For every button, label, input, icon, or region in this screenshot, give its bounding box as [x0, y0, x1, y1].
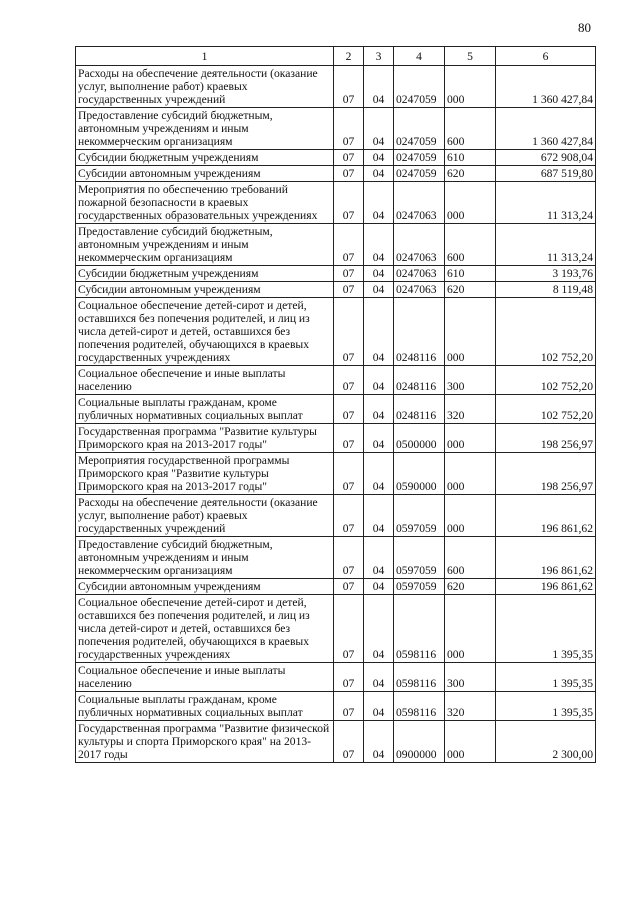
row-section: 07: [334, 366, 364, 395]
row-expense-type: 600: [445, 224, 496, 266]
row-section: 07: [334, 692, 364, 721]
row-expense-type: 000: [445, 66, 496, 108]
row-target-article: 0247059: [394, 66, 445, 108]
row-expense-type: 600: [445, 108, 496, 150]
row-name: Субсидии бюджетным учреждениям: [76, 150, 334, 166]
row-name: Мероприятия государственной программы Приморского края "Развитие культуры Приморского края на 2013-2017 годы": [76, 453, 334, 495]
row-target-article: 0247063: [394, 224, 445, 266]
row-subsection: 04: [364, 579, 394, 595]
row-amount: 102 752,20: [496, 298, 596, 366]
row-subsection: 04: [364, 298, 394, 366]
row-subsection: 04: [364, 366, 394, 395]
row-expense-type: 620: [445, 282, 496, 298]
row-subsection: 04: [364, 266, 394, 282]
header-cell-section: 2: [334, 47, 364, 66]
table-row: [76, 66, 596, 108]
row-target-article: 0597059: [394, 579, 445, 595]
row-section: 07: [334, 663, 364, 692]
row-name: Субсидии автономным учреждениям: [76, 579, 334, 595]
budget-table: [75, 46, 596, 763]
row-subsection: 04: [364, 721, 394, 763]
row-section: 07: [334, 66, 364, 108]
row-target-article: 0590000: [394, 453, 445, 495]
row-expense-type: 610: [445, 266, 496, 282]
table-row: [76, 663, 596, 692]
row-section: 07: [334, 298, 364, 366]
header-cell-amount: 6: [496, 47, 596, 66]
row-subsection: 04: [364, 595, 394, 663]
row-name: Социальные выплаты гражданам, кроме публичных нормативных социальных выплат: [76, 395, 334, 424]
row-name: Социальное обеспечение детей-сирот и детей, оставшихся без попечения родителей, и лиц из числа детей-сирот и детей, оставшихся без попечения родителей, обучающихся в краевых государственных учреждениях: [76, 595, 334, 663]
table-row: [76, 166, 596, 182]
page-number: 80: [578, 20, 591, 35]
row-section: 07: [334, 166, 364, 182]
table-row: [76, 182, 596, 224]
row-name: Предоставление субсидий бюджетным, автономным учреждениям и иным некоммерческим организациям: [76, 537, 334, 579]
row-target-article: 0248116: [394, 298, 445, 366]
row-amount: 3 193,76: [496, 266, 596, 282]
row-amount: 102 752,20: [496, 366, 596, 395]
row-target-article: 0247059: [394, 166, 445, 182]
row-expense-type: 300: [445, 663, 496, 692]
row-target-article: 0598116: [394, 663, 445, 692]
row-expense-type: 000: [445, 298, 496, 366]
table-row: [76, 282, 596, 298]
row-amount: 1 360 427,84: [496, 66, 596, 108]
row-name: Субсидии автономным учреждениям: [76, 282, 334, 298]
row-subsection: 04: [364, 224, 394, 266]
table-row: [76, 108, 596, 150]
row-name: Социальное обеспечение и иные выплаты населению: [76, 366, 334, 395]
row-subsection: 04: [364, 282, 394, 298]
row-amount: 672 908,04: [496, 150, 596, 166]
row-subsection: 04: [364, 424, 394, 453]
row-name: Социальное обеспечение детей-сирот и детей, оставшихся без попечения родителей, и лиц из числа детей-сирот и детей, оставшихся без попечения родителей, обучающихся в краевых государственных учреждениях: [76, 298, 334, 366]
table-row: [76, 424, 596, 453]
row-expense-type: 000: [445, 453, 496, 495]
row-name: Социальные выплаты гражданам, кроме публичных нормативных социальных выплат: [76, 692, 334, 721]
row-amount: 11 313,24: [496, 182, 596, 224]
row-amount: 8 119,48: [496, 282, 596, 298]
row-target-article: 0900000: [394, 721, 445, 763]
row-amount: 1 360 427,84: [496, 108, 596, 150]
row-section: 07: [334, 721, 364, 763]
row-target-article: 0598116: [394, 595, 445, 663]
row-name: Мероприятия по обеспечению требований пожарной безопасности в краевых государственных образовательных учреждениях: [76, 182, 334, 224]
row-section: 07: [334, 424, 364, 453]
row-target-article: 0597059: [394, 495, 445, 537]
row-target-article: 0598116: [394, 692, 445, 721]
row-subsection: 04: [364, 495, 394, 537]
table-row: [76, 266, 596, 282]
row-subsection: 04: [364, 108, 394, 150]
table-row: [76, 453, 596, 495]
header-cell-name: 1: [76, 47, 334, 66]
row-name: Субсидии бюджетным учреждениям: [76, 266, 334, 282]
row-section: 07: [334, 495, 364, 537]
table-row: [76, 495, 596, 537]
row-expense-type: 320: [445, 395, 496, 424]
row-amount: 1 395,35: [496, 595, 596, 663]
table-row: [76, 150, 596, 166]
table-row: [76, 595, 596, 663]
row-amount: 196 861,62: [496, 579, 596, 595]
row-amount: 198 256,97: [496, 424, 596, 453]
row-amount: 1 395,35: [496, 663, 596, 692]
row-subsection: 04: [364, 150, 394, 166]
row-target-article: 0247063: [394, 282, 445, 298]
row-expense-type: 620: [445, 579, 496, 595]
row-amount: 687 519,80: [496, 166, 596, 182]
row-section: 07: [334, 108, 364, 150]
row-subsection: 04: [364, 182, 394, 224]
row-section: 07: [334, 537, 364, 579]
row-subsection: 04: [364, 66, 394, 108]
row-expense-type: 000: [445, 424, 496, 453]
row-expense-type: 600: [445, 537, 496, 579]
row-section: 07: [334, 453, 364, 495]
table-row: [76, 298, 596, 366]
header-cell-target-article: 4: [394, 47, 445, 66]
row-target-article: 0247059: [394, 150, 445, 166]
table-row: [76, 721, 596, 763]
row-amount: 2 300,00: [496, 721, 596, 763]
row-amount: 196 861,62: [496, 495, 596, 537]
header-cell-expense-type: 5: [445, 47, 496, 66]
row-target-article: 0597059: [394, 537, 445, 579]
row-name: Предоставление субсидий бюджетным, автономным учреждениям и иным некоммерческим организациям: [76, 224, 334, 266]
row-section: 07: [334, 282, 364, 298]
table-row: [76, 224, 596, 266]
row-expense-type: 620: [445, 166, 496, 182]
row-section: 07: [334, 579, 364, 595]
row-target-article: 0500000: [394, 424, 445, 453]
row-section: 07: [334, 150, 364, 166]
row-section: 07: [334, 595, 364, 663]
row-amount: 196 861,62: [496, 537, 596, 579]
table-row: [76, 537, 596, 579]
row-target-article: 0247059: [394, 108, 445, 150]
row-target-article: 0248116: [394, 366, 445, 395]
row-name: Государственная программа "Развитие физической культуры и спорта Приморского края" на 2013-2017 годы: [76, 721, 334, 763]
row-amount: 102 752,20: [496, 395, 596, 424]
row-section: 07: [334, 266, 364, 282]
row-expense-type: 300: [445, 366, 496, 395]
row-section: 07: [334, 182, 364, 224]
row-target-article: 0247063: [394, 182, 445, 224]
row-name: Расходы на обеспечение деятельности (оказание услуг, выполнение работ) краевых государственных учреждений: [76, 66, 334, 108]
row-expense-type: 000: [445, 495, 496, 537]
table-header-row: [76, 47, 596, 66]
row-name: Расходы на обеспечение деятельности (оказание услуг, выполнение работ) краевых государственных учреждений: [76, 495, 334, 537]
table-row: [76, 366, 596, 395]
table-row: [76, 395, 596, 424]
row-target-article: 0247063: [394, 266, 445, 282]
row-expense-type: 320: [445, 692, 496, 721]
row-name: Государственная программа "Развитие культуры Приморского края на 2013-2017 годы": [76, 424, 334, 453]
row-expense-type: 000: [445, 595, 496, 663]
row-expense-type: 000: [445, 721, 496, 763]
row-expense-type: 610: [445, 150, 496, 166]
row-subsection: 04: [364, 395, 394, 424]
row-amount: 11 313,24: [496, 224, 596, 266]
table-row: [76, 579, 596, 595]
row-subsection: 04: [364, 166, 394, 182]
row-expense-type: 000: [445, 182, 496, 224]
row-subsection: 04: [364, 692, 394, 721]
row-name: Субсидии автономным учреждениям: [76, 166, 334, 182]
row-name: Социальное обеспечение и иные выплаты населению: [76, 663, 334, 692]
row-target-article: 0248116: [394, 395, 445, 424]
row-name: Предоставление субсидий бюджетным, автономным учреждениям и иным некоммерческим организациям: [76, 108, 334, 150]
row-subsection: 04: [364, 453, 394, 495]
row-amount: 1 395,35: [496, 692, 596, 721]
row-section: 07: [334, 224, 364, 266]
row-amount: 198 256,97: [496, 453, 596, 495]
header-cell-subsection: 3: [364, 47, 394, 66]
row-section: 07: [334, 395, 364, 424]
row-subsection: 04: [364, 663, 394, 692]
row-subsection: 04: [364, 537, 394, 579]
table-row: [76, 692, 596, 721]
